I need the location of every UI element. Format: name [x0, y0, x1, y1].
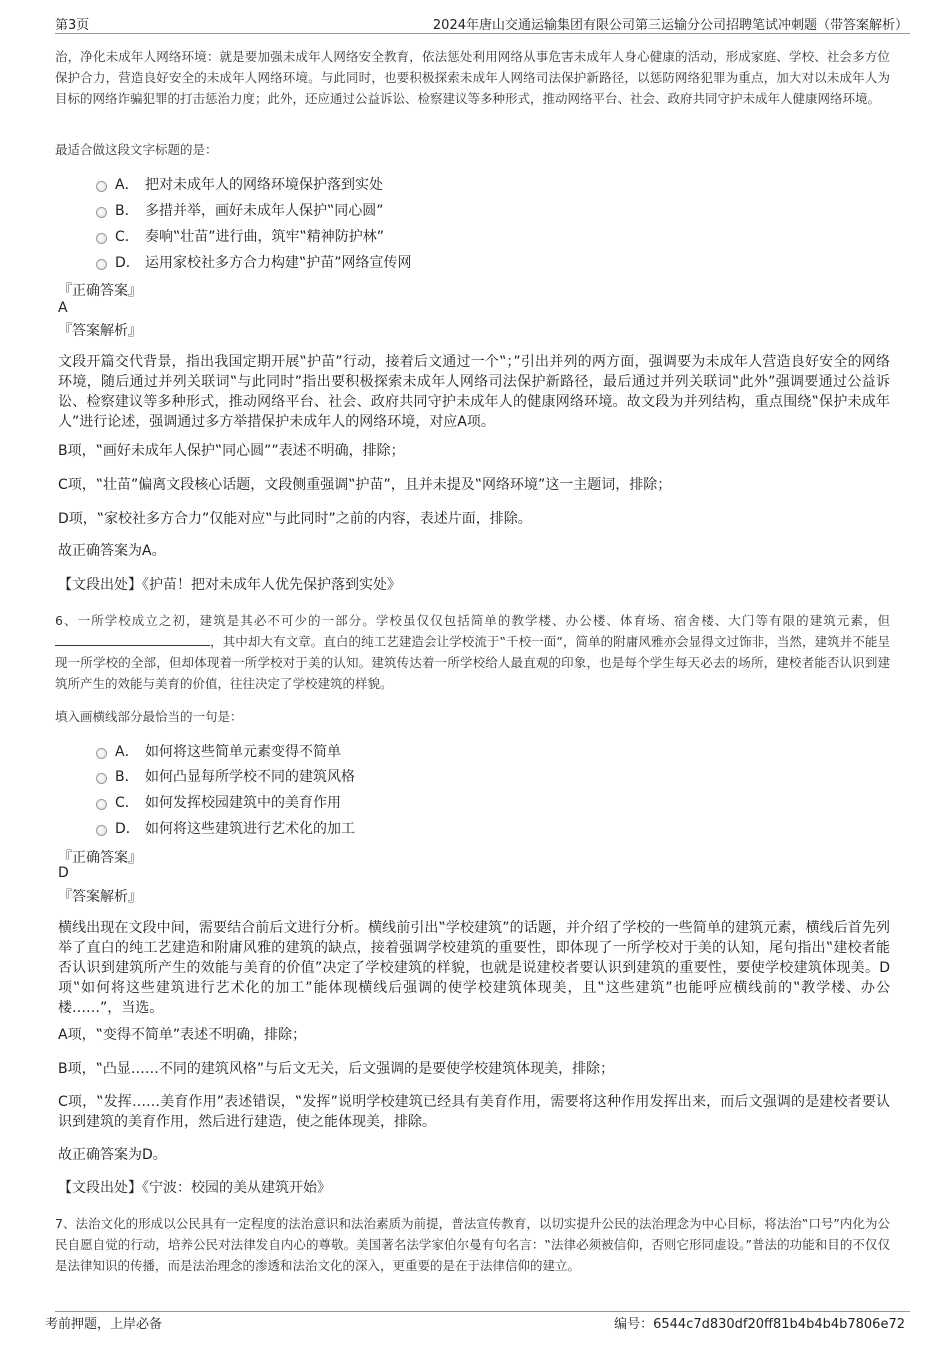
page-number: 第3页 — [55, 18, 90, 33]
q5-option-c[interactable] — [96, 226, 384, 246]
q5-option-b[interactable] — [96, 200, 384, 220]
fill-blank — [55, 633, 210, 646]
q5-note-d: D项，‟家校社多方合力”仅能对应‟与此同时”之前的内容，表述片面，排除。 — [58, 511, 532, 527]
q5-option-a[interactable] — [96, 174, 383, 194]
option-letter: D． — [115, 255, 140, 271]
q7-passage: 7、法治文化的形成以公民具有一定程度的法治意识和法治素质为前提，普法宣传教育，以切实提升公民的法治理念为中心目标，将法治‟口号”内化为公民自愿自觉的行动，培养公民对法律发自内心的尊敬。美国著名法学家伯尔曼有句名言：‟法律必须被信仰，否则它形同虚设。”普法的功能和目的不仅仅是法律知识的传播，而是法治理念的渗透和法治文化的深入，更重要的是在于法律信仰的建立。 — [55, 1216, 890, 1273]
q6-note-b: B项，‟凸显……不同的建筑风格”与后文无关，后文强调的是要使学校建筑体现美，排除； — [58, 1061, 615, 1077]
option-letter: D． — [115, 821, 140, 837]
q5-conclusion: 故正确答案为A。 — [58, 543, 166, 559]
q5-answer-label: 『正确答案』 — [58, 283, 142, 299]
option-letter: A． — [115, 177, 139, 193]
q5-prompt: 最适合做这段文字标题的是： — [55, 142, 218, 157]
option-letter: A． — [115, 744, 139, 760]
q6-prompt: 填入画横线部分最恰当的一句是： — [55, 709, 243, 724]
q6-option-c[interactable] — [96, 792, 341, 812]
q5-note-c: C项，‟壮苗”偏离文段核心话题，文段侧重强调‟护苗”，且并未提及‟网络环境”这一主题词，排除； — [58, 477, 672, 493]
q6-conclusion: 故正确答案为D。 — [58, 1147, 167, 1163]
footer-divider — [55, 1311, 910, 1312]
q5-answer: A — [58, 300, 68, 316]
radio-icon[interactable] — [96, 825, 107, 836]
option-letter: C． — [115, 795, 139, 811]
footer-slogan: 考前押题，上岸必备 — [45, 1317, 163, 1332]
option-text: 如何发挥校园建筑中的美育作用 — [145, 795, 341, 811]
q6-option-b[interactable] — [96, 766, 355, 786]
q5-analysis-label: 『答案解析』 — [58, 323, 142, 339]
q6-source: 【文段出处】《宁波：校园的美从建筑开始》 — [58, 1180, 331, 1196]
q5-note-b: B项，‟画好未成年人保护‟同心圆””表述不明确，排除； — [58, 443, 405, 459]
header-divider — [55, 33, 910, 34]
document-title: 2024年唐山交通运输集团有限公司第三运输分公司招聘笔试冲刺题（带答案解析） — [432, 18, 908, 33]
q6-analysis: 横线出现在文段中间，需要结合前后文进行分析。横线前引出‟学校建筑”的话题，并介绍了学校的一些简单的建筑元素，横线后首先列举了直白的纯工艺建造和附庸风雅的建筑的缺点，接着强调学校建筑的重要性，即体现了一所学校对于美的认知，尾句指出‟建校者能否认识到建筑所产生的效能与美育的价值”决定了学校建筑的样貌，也就是说建校者要认识到建筑的重要性，要使学校建筑体现美。D项‟如何将这些建筑进行艺术化的加工”能体现横线后强调的使学校建筑体现美，且‟这些建筑”也能呼应横线前的‟教学楼、办公楼……”，当选。 — [58, 920, 890, 1016]
option-letter: B． — [115, 769, 139, 785]
option-letter: B． — [115, 203, 139, 219]
q6-answer: D — [58, 865, 69, 881]
option-letter: C． — [115, 229, 139, 245]
q6-note-a: A项，‟变得不简单”表述不明确，排除； — [58, 1027, 307, 1043]
radio-icon[interactable] — [96, 259, 107, 270]
q6-passage — [55, 610, 890, 694]
q6-passage-part1: 6、一所学校成立之初，建筑是其必不可少的一部分。学校虽仅仅包括简单的教学楼、办公楼、体育场、宿舍楼、大门等有限的建筑元素，但 — [55, 613, 890, 628]
q6-note-c: C项，‟发挥……美育作用”表述错误，‟发挥”说明学校建筑已经具有美育作用，需要将这种作用发挥出来，而后文强调的是建校者要认识到建筑的美育作用，然后进行建造，使之能体现美，排除。 — [58, 1094, 890, 1130]
q6-answer-label: 『正确答案』 — [58, 850, 142, 866]
q6-option-d[interactable] — [96, 818, 355, 838]
q5-analysis: 文段开篇交代背景，指出我国定期开展‟护苗”行动，接着后文通过一个‟；”引出并列的两方面，强调要为未成年人营造良好安全的网络环境，随后通过并列关联词‟与此同时”指出要积极探索未成年人网络司法保护新路径，最后通过并列关联词‟此外”强调要通过公益诉讼、检察建议等多种形式，推动网络平台、社会、政府共同守护未成年人的健康网络环境。故文段为并列结构，重点围绕‟保护未成年人”进行论述，强调通过多方举措保护未成年人的网络环境，对应A项。 — [58, 354, 890, 430]
radio-icon[interactable] — [96, 799, 107, 810]
q6-analysis-label: 『答案解析』 — [58, 889, 142, 905]
q6-passage-part2: ，其中却大有文章。直白的纯工艺建造会让学校流于‟千校一面”，简单的附庸风雅亦会显得文过饰非，当然，建筑并不能呈现一所学校的全部，但却体现着一所学校对于美的认知。建筑传达着一所学校给人最直观的印象，也是每个学生每天必去的场所，建校者能否认识到建筑所产生的效能与美育的价值，往往决定了学校建筑的样貌。 — [55, 634, 890, 691]
q5-passage: 治，净化未成年人网络环境：就是要加强未成年人网络安全教育，依法惩处利用网络从事危害未成年人身心健康的活动，形成家庭、学校、社会多方位保护合力，营造良好安全的未成年人网络环境。与此同时，也要积极探索未成年人网络司法保护新路径，以惩防网络犯罪为重点，加大对以未成年人为目标的网络诈骗犯罪的打击惩治力度；此外，还应通过公益诉讼、检察建议等多种形式，推动网络平台、社会、政府共同守护未成年人健康网络环境。 — [55, 49, 890, 106]
option-text: 如何将这些建筑进行艺术化的加工 — [145, 821, 355, 837]
q5-source: 【文段出处】《护苗！把对未成年人优先保护落到实处》 — [58, 577, 401, 593]
radio-icon[interactable] — [96, 233, 107, 244]
option-text: 如何将这些简单元素变得不简单 — [145, 744, 341, 760]
option-text: 把对未成年人的网络环境保护落到实处 — [145, 177, 383, 193]
q6-option-a[interactable] — [96, 741, 341, 761]
radio-icon[interactable] — [96, 181, 107, 192]
radio-icon[interactable] — [96, 748, 107, 759]
option-text: 如何凸显每所学校不同的建筑风格 — [145, 769, 355, 785]
document-id: 编号：6544c7d830df20ff81b4b4b4b7806e72 — [614, 1317, 905, 1332]
radio-icon[interactable] — [96, 207, 107, 218]
q5-option-d[interactable] — [96, 252, 412, 272]
option-text: 运用家校社多方合力构建‟护苗”网络宣传网 — [145, 255, 412, 271]
option-text: 奏响‟壮苗”进行曲，筑牢‟精神防护林” — [145, 229, 385, 245]
option-text: 多措并举，画好未成年人保护‟同心圆” — [145, 203, 384, 219]
radio-icon[interactable] — [96, 773, 107, 784]
